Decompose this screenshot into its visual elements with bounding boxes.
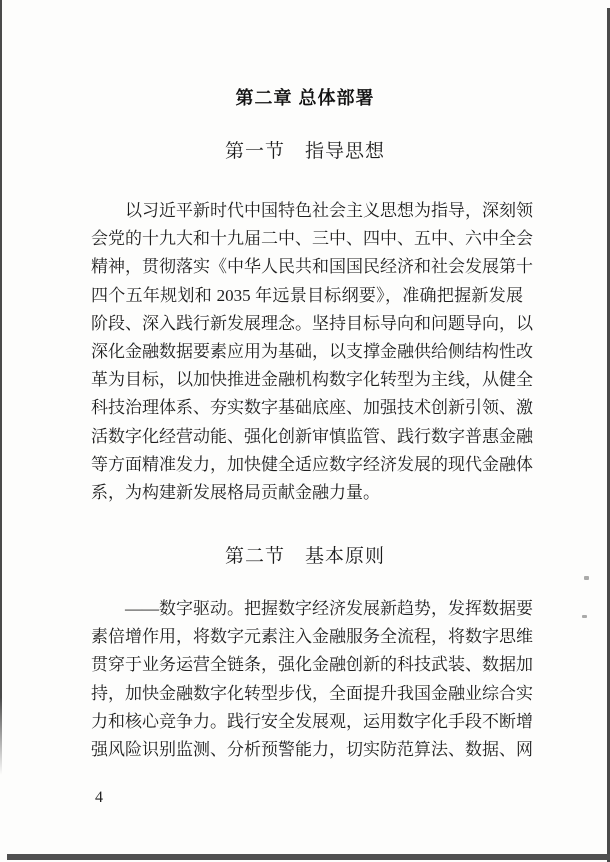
body-line: 持，加快金融数字化转型步伐，全面提升我国金融业综合实 xyxy=(91,683,533,703)
principle-term: 数字驱动。 xyxy=(159,599,244,618)
body-line xyxy=(91,595,533,623)
em-dash: —— xyxy=(125,599,159,618)
body-line: 系，为构建新发展格局贡献金融力量。 xyxy=(91,482,380,502)
section-2-heading: 第二节 基本原则 xyxy=(224,546,385,567)
scan-speck xyxy=(582,615,587,618)
scan-edge-left xyxy=(0,0,2,775)
paragraph-guiding-ideology xyxy=(91,197,533,507)
scan-edge-bottom xyxy=(7,854,610,860)
body-line: 深化金融数据要素应用为基础，以支撑金融供给侧结构性改 xyxy=(91,341,533,361)
body-line: 素倍增作用，将数字元素注入金融服务全流程，将数字思维 xyxy=(91,627,533,647)
body-line: 贯穿于业务运营全链条，强化金融创新的科技武装、数据加 xyxy=(91,655,533,675)
body-line: 革为目标，以加快推进金融机构数字化转型为主线，从健全 xyxy=(91,370,533,390)
body-line: 精神，贯彻落实《中华人民共和国国民经济和社会发展第十 xyxy=(91,257,533,277)
chapter-heading: 第二章 总体部署 xyxy=(235,88,375,108)
body-line: 强风险识别监测、分析预警能力，切实防范算法、数据、网 xyxy=(91,739,533,759)
body-line: 阶段、深入践行新发展理念。坚持目标导向和问题导向，以 xyxy=(91,313,533,333)
scan-speck xyxy=(584,576,589,580)
body-line: 会党的十九大和十九届二中、三中、四中、五中、六中全会 xyxy=(91,229,533,249)
body-line: 等方面精准发力，加快健全适应数字经济发展的现代金融体 xyxy=(91,454,533,474)
body-line: 科技治理体系、夯实数字基础底座、加强技术创新引领、激 xyxy=(91,398,533,418)
body-line: 力和核心竞争力。践行安全发展观，运用数字化手段不断增 xyxy=(91,711,533,731)
body-line-text: 把握数字经济发展新趋势，发挥数据要 xyxy=(244,599,533,618)
section-1-heading: 第一节 指导思想 xyxy=(224,141,385,162)
body-line: 活数字化经营动能、强化创新审慎监管、践行数字普惠金融 xyxy=(91,426,533,446)
body-line: 以习近平新时代中国特色社会主义思想为指导，深刻领 xyxy=(125,201,533,220)
body-line: 四个五年规划和 2035 年远景目标纲要》，准确把握新发展 xyxy=(91,285,523,305)
paragraph-basic-principles xyxy=(91,595,533,764)
page-number: 4 xyxy=(95,789,103,806)
